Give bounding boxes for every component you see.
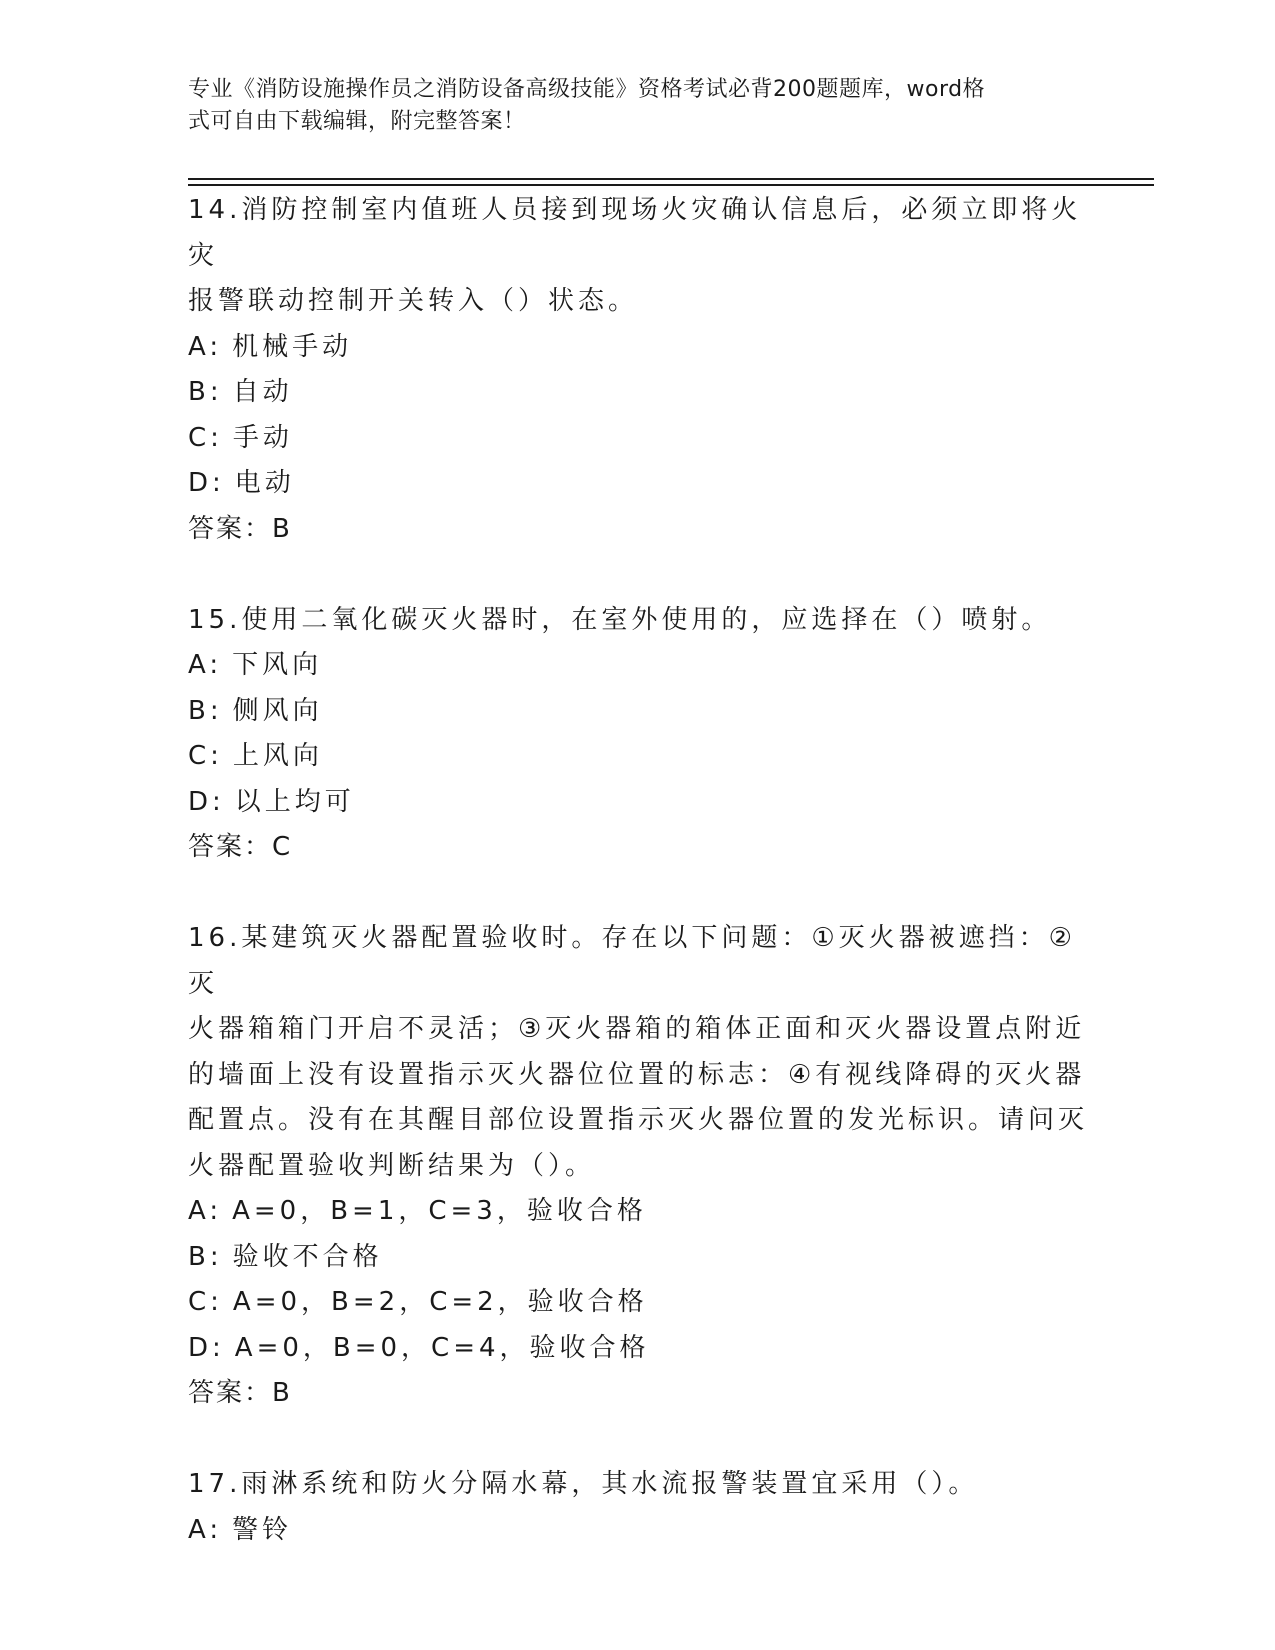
option-key: D: xyxy=(188,786,225,817)
option-b xyxy=(188,1235,1088,1281)
option-text: 以上均可 xyxy=(234,786,355,817)
option-key: D: xyxy=(188,468,225,498)
header-divider-bottom xyxy=(188,184,1154,186)
question-15 xyxy=(188,598,1088,871)
answer-line: 答案：B xyxy=(188,1378,292,1408)
option-text: A=0，B=0，C=4，验收合格 xyxy=(234,1332,650,1363)
option-c xyxy=(188,416,1088,462)
option-d xyxy=(188,1326,1088,1372)
option-key: A: xyxy=(188,1196,223,1226)
question-stem-line: 配置点。没有在其醒目部位设置指示灭火器位置的发光标识。请问灭 xyxy=(188,1105,1089,1135)
option-key: A: xyxy=(188,1514,223,1545)
option-a xyxy=(188,1508,1088,1554)
header-divider-top xyxy=(188,178,1154,180)
option-key: B: xyxy=(188,695,223,726)
answer-line: 答案：B xyxy=(188,513,292,544)
option-c xyxy=(188,1280,1088,1326)
option-key: B: xyxy=(188,377,223,407)
option-text: 手动 xyxy=(232,422,293,453)
question-14 xyxy=(188,188,1088,552)
answer-line: 答案：C xyxy=(188,832,293,862)
option-a xyxy=(188,325,1088,371)
question-stem-line: 的墙面上没有设置指示灭火器位位置的标志：④有视线降碍的灭火器 xyxy=(188,1059,1086,1090)
option-b xyxy=(188,689,1088,735)
option-c xyxy=(188,734,1088,780)
header-line-2: 式可自由下载编辑，附完整答案！ xyxy=(188,109,526,134)
question-17 xyxy=(188,1462,1088,1553)
question-list xyxy=(188,188,1088,1553)
option-key: A: xyxy=(188,331,223,362)
question-stem-line: 15.使用二氧化碳灭火器时，在室外使用的，应选择在（）喷射。 xyxy=(188,604,1052,635)
option-text: A=0，B=2，C=2，验收合格 xyxy=(232,1287,648,1317)
option-key: A: xyxy=(188,650,223,680)
option-text: 下风向 xyxy=(232,650,323,680)
question-16 xyxy=(188,916,1088,1417)
option-key: B: xyxy=(188,1241,223,1272)
option-key: C: xyxy=(188,422,223,453)
option-key: D: xyxy=(188,1332,225,1363)
option-d xyxy=(188,780,1088,826)
option-key: C: xyxy=(188,741,223,771)
option-text: 机械手动 xyxy=(232,331,353,362)
option-text: 自动 xyxy=(232,377,293,407)
option-text: 侧风向 xyxy=(232,695,323,726)
option-text: 警铃 xyxy=(232,1514,293,1545)
question-stem-line: 17.雨淋系统和防火分隔水幕，其水流报警装置宜采用（）。 xyxy=(188,1469,979,1499)
option-text: 电动 xyxy=(234,468,295,498)
option-d xyxy=(188,461,1088,507)
question-stem-line: 火器箱箱门开启不灵活；③灭火器箱的箱体正面和灭火器设置点附近 xyxy=(188,1014,1086,1044)
option-b xyxy=(188,370,1088,416)
question-stem-line: 火器配置验收判断结果为（）。 xyxy=(188,1150,596,1181)
question-stem-line: 16.某建筑灭火器配置验收时。存在以下问题：①灭火器被遮挡：②灭 xyxy=(188,923,1076,999)
option-text: A=0，B=1，C=3，验收合格 xyxy=(232,1196,647,1226)
option-a xyxy=(188,643,1088,689)
option-a xyxy=(188,1189,1088,1235)
option-text: 验收不合格 xyxy=(232,1241,383,1272)
option-text: 上风向 xyxy=(232,741,323,771)
option-key: C: xyxy=(188,1287,223,1317)
header-line-1: 专业《消防设施操作员之消防设备高级技能》资格考试必背200题题库，word格 xyxy=(188,77,986,102)
question-stem-line: 报警联动控制开关转入（）状态。 xyxy=(188,286,639,316)
document-header xyxy=(188,74,1068,138)
question-stem-line: 14.消防控制室内值班人员接到现场火灾确认信息后，必须立即将火灾 xyxy=(188,195,1082,271)
